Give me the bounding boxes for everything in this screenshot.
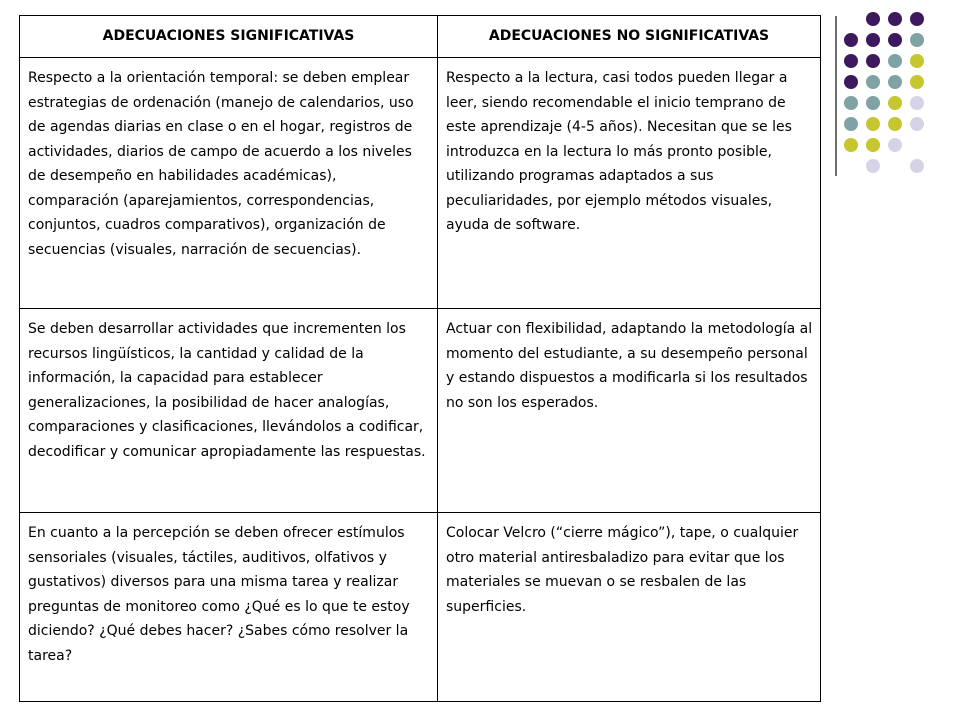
table-row [20,58,821,309]
dot-purple [866,54,880,68]
header-significativas: ADECUACIONES SIGNIFICATIVAS [20,16,438,58]
dot-purple [888,12,902,26]
cell-significativa-orientacion-temporal: Respecto a la orientación temporal: se deben emplear estrategias de ordenación (manejo de calendarios, uso de agendas diarias en clase o en el hogar, registros de actividades, diarios de campo de acuerdo a los niveles de desempeño en habilidades académicas), comparación (aparejamientos, correspondencias, conjuntos, cuadros comparativos), organización de secuencias (visuales, narración de secuencias). [20,58,438,309]
dot-lavender [866,159,880,173]
cell-no-significativa-lectura: Respecto a la lectura, casi todos pueden llegar a leer, siendo recomendable el inicio temprano de este aprendizaje (4-5 años). Necesitan que se les introduzca en la lectura lo más pronto posible, utilizando programas adaptados a sus peculiaridades, por ejemplo métodos visuales, ayuda de software. [438,58,821,309]
header-no-significativas: ADECUACIONES NO SIGNIFICATIVAS [438,16,821,58]
cell-no-significativa-flexibilidad: Actuar con flexibilidad, adaptando la metodología al momento del estudiante, a su desempeño personal y estando dispuestos a modificarla si los resultados no son los esperados. [438,309,821,513]
decorative-vertical-line [835,16,837,176]
dot-purple [844,75,858,89]
dot-olive [866,138,880,152]
table-row [20,309,821,513]
dot-olive [910,75,924,89]
dot-teal [888,54,902,68]
dot-olive [844,138,858,152]
dot-teal [888,75,902,89]
table-row [20,513,821,702]
dot-lavender [910,159,924,173]
dot-olive [866,117,880,131]
dot-purple [888,33,902,47]
dot-purple [866,12,880,26]
dot-teal [866,75,880,89]
dot-purple [844,54,858,68]
dot-empty [910,138,924,152]
dot-teal [866,96,880,110]
dot-lavender [910,117,924,131]
decorative-dot-grid [844,12,924,173]
cell-significativa-percepcion: En cuanto a la percepción se deben ofrecer estímulos sensoriales (visuales, táctiles, auditivos, olfativos y gustativos) diversos para una misma tarea y realizar preguntas de monitoreo como ¿Qué es lo que te estoy diciendo? ¿Qué debes hacer? ¿Sabes cómo resolver la tarea? [20,513,438,702]
table-header-row [20,16,821,58]
dot-teal [910,33,924,47]
dot-empty [844,159,858,173]
dot-lavender [910,96,924,110]
dot-teal [844,96,858,110]
dot-purple [844,33,858,47]
dot-empty [844,12,858,26]
dot-purple [910,12,924,26]
dot-purple [866,33,880,47]
dot-lavender [888,138,902,152]
adecuaciones-table [19,15,821,702]
dot-olive [910,54,924,68]
cell-no-significativa-velcro: Colocar Velcro (“cierre mágico”), tape, o cualquier otro material antiresbaladizo para evitar que los materiales se muevan o se resbalen de las superficies. [438,513,821,702]
dot-empty [888,159,902,173]
cell-significativa-recursos-linguisticos: Se deben desarrollar actividades que incrementen los recursos lingüísticos, la cantidad y calidad de la información, la capacidad para establecer generalizaciones, la posibilidad de hacer analogías, comparaciones y clasificaciones, llevándolos a codificar, decodificar y comunicar apropiadamente las respuestas. [20,309,438,513]
dot-teal [844,117,858,131]
dot-olive [888,96,902,110]
dot-olive [888,117,902,131]
